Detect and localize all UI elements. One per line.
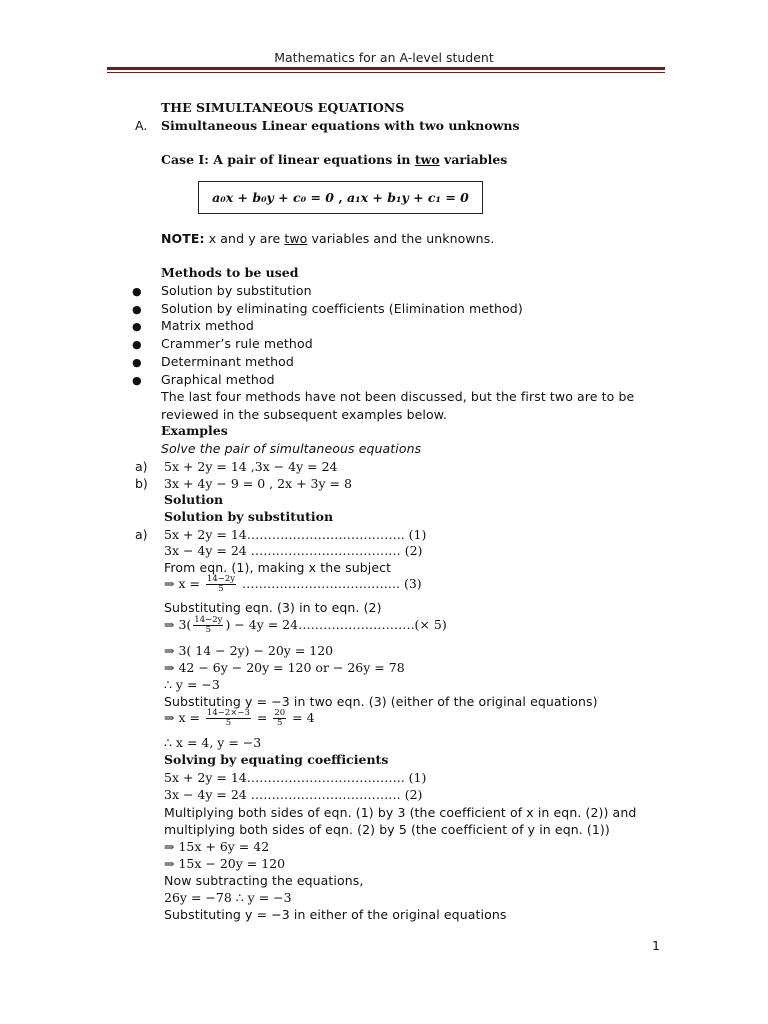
boxed-separator: , xyxy=(333,190,348,205)
methods-note-1: The last four methods have not been discussed, but the first two are to be xyxy=(161,389,635,404)
sub-step-2: 3x − 4y = 24 ……………………………… (2) xyxy=(164,543,423,558)
sub-step-10: Substituting y = −3 in two eqn. (3) (either of the original equations) xyxy=(164,694,598,709)
bullet-icon: ● xyxy=(132,338,142,351)
bullet-icon: ● xyxy=(132,356,142,369)
elim-step-1: 5x + 2y = 14……………………………….. (1) xyxy=(164,770,427,785)
sub-step-1: 5x + 2y = 14……………………………….. (1) xyxy=(164,527,427,542)
boxed-eq-2: a₁x + b₁y + c₁ = 0 xyxy=(347,190,469,205)
bullet-icon: ● xyxy=(132,285,142,298)
substitution-heading: Solution by substitution xyxy=(164,509,334,524)
fraction xyxy=(273,709,286,728)
elim-step-8: 26y = −78 ∴ y = −3 xyxy=(164,890,292,905)
method-item: Solution by eliminating coefficients (Elimination method) xyxy=(161,301,523,316)
bullet-icon: ● xyxy=(132,374,142,387)
sub-step-12: ∴ x = 4, y = −3 xyxy=(164,735,262,750)
examples-heading: Examples xyxy=(161,423,228,438)
fraction-numerator: 20 xyxy=(274,708,286,718)
sub-step-11-mid: = xyxy=(252,710,272,725)
elim-step-7: Now subtracting the equations, xyxy=(164,873,364,888)
fraction xyxy=(206,575,236,594)
case-heading xyxy=(161,152,507,167)
page-title: THE SIMULTANEOUS EQUATIONS xyxy=(161,100,405,115)
boxed-eq-1: a₀x + b₀y + c₀ = 0 xyxy=(212,190,334,205)
fraction-denominator: 5 xyxy=(277,718,283,728)
running-header: Mathematics for an A-level student xyxy=(274,50,494,65)
fraction-numerator: 14−2×−3 xyxy=(206,708,250,718)
fraction-numerator: 14−2y xyxy=(206,574,236,584)
page-number: 1 xyxy=(652,938,660,953)
elimination-heading: Solving by equating coefficients xyxy=(164,752,389,767)
sub-step-8: ⇒ 42 − 6y − 20y = 120 or − 26y = 78 xyxy=(164,660,405,675)
header-rule-thin xyxy=(107,72,665,73)
sub-step-9: ∴ y = −3 xyxy=(164,677,220,692)
note-mid: x and y are xyxy=(204,231,285,246)
note-end: variables and the unknowns. xyxy=(307,231,495,246)
fraction xyxy=(206,709,251,728)
sub-step-11-post: = 4 xyxy=(288,710,315,725)
section-title: Simultaneous Linear equations with two unknowns xyxy=(161,118,520,133)
elim-step-6: ⇒ 15x − 20y = 120 xyxy=(164,856,286,871)
fraction-denominator: 5 xyxy=(218,584,224,594)
case-underlined: two xyxy=(414,152,440,167)
fraction xyxy=(193,616,223,635)
example-a: 5x + 2y = 14 ,3x − 4y = 24 xyxy=(164,459,338,474)
elim-step-3: Multiplying both sides of eqn. (1) by 3 (the coefficient of x in eqn. (2)) and xyxy=(164,805,637,820)
sub-step-5: Substituting eqn. (3) in to eqn. (2) xyxy=(164,600,382,615)
solution-heading: Solution xyxy=(164,492,224,507)
methods-heading: Methods to be used xyxy=(161,265,299,280)
example-a-label: a) xyxy=(135,459,148,474)
fraction-denominator: 5 xyxy=(205,625,212,635)
case-prefix: Case I: A pair of linear equations in xyxy=(161,152,415,167)
sub-step-4 xyxy=(164,575,422,594)
note-line xyxy=(161,231,494,246)
elim-step-2: 3x − 4y = 24 ……………………………… (2) xyxy=(164,787,423,802)
sub-step-3: From eqn. (1), making x the subject xyxy=(164,560,392,575)
note-label: NOTE: xyxy=(161,231,205,246)
fraction-denominator: 5 xyxy=(225,718,232,728)
method-item: Crammer’s rule method xyxy=(161,336,313,351)
boxed-equations xyxy=(198,181,483,214)
method-item: Solution by substitution xyxy=(161,283,312,298)
example-b: 3x + 4y − 9 = 0 , 2x + 3y = 8 xyxy=(164,476,352,491)
sub-step-6 xyxy=(164,616,447,635)
sub-step-4-pre: ⇒ x = xyxy=(164,576,204,591)
sub-step-11-pre: ⇒ x = xyxy=(164,710,204,725)
elim-step-9: Substituting y = −3 in either of the original equations xyxy=(164,907,507,922)
case-suffix: variables xyxy=(439,152,508,167)
method-item: Determinant method xyxy=(161,354,294,369)
method-item: Graphical method xyxy=(161,372,275,387)
sub-step-6-pre: ⇒ 3( xyxy=(164,617,192,632)
note-underlined: two xyxy=(284,231,308,246)
sub-step-6-post: ) − 4y = 24……………………….(× 5) xyxy=(225,617,447,632)
section-label: A. xyxy=(135,118,148,133)
bullet-icon: ● xyxy=(132,303,142,316)
examples-instruction: Solve the pair of simultaneous equations xyxy=(161,441,422,456)
solution-a-label: a) xyxy=(135,527,148,542)
header-rule-thick xyxy=(107,67,665,70)
sub-step-4-post: ……………………………….. (3) xyxy=(238,576,422,591)
elim-step-5: ⇒ 15x + 6y = 42 xyxy=(164,839,270,854)
bullet-icon: ● xyxy=(132,320,142,333)
method-item: Matrix method xyxy=(161,318,254,333)
example-b-label: b) xyxy=(135,476,148,491)
methods-note-2: reviewed in the subsequent examples below. xyxy=(161,407,447,422)
sub-step-11 xyxy=(164,709,315,728)
fraction-numerator: 14−2y xyxy=(194,615,223,625)
elim-step-4: multiplying both sides of eqn. (2) by 5 (the coefficient of y in eqn. (1)) xyxy=(164,822,610,837)
sub-step-7: ⇒ 3( 14 − 2y) − 20y = 120 xyxy=(164,643,334,658)
